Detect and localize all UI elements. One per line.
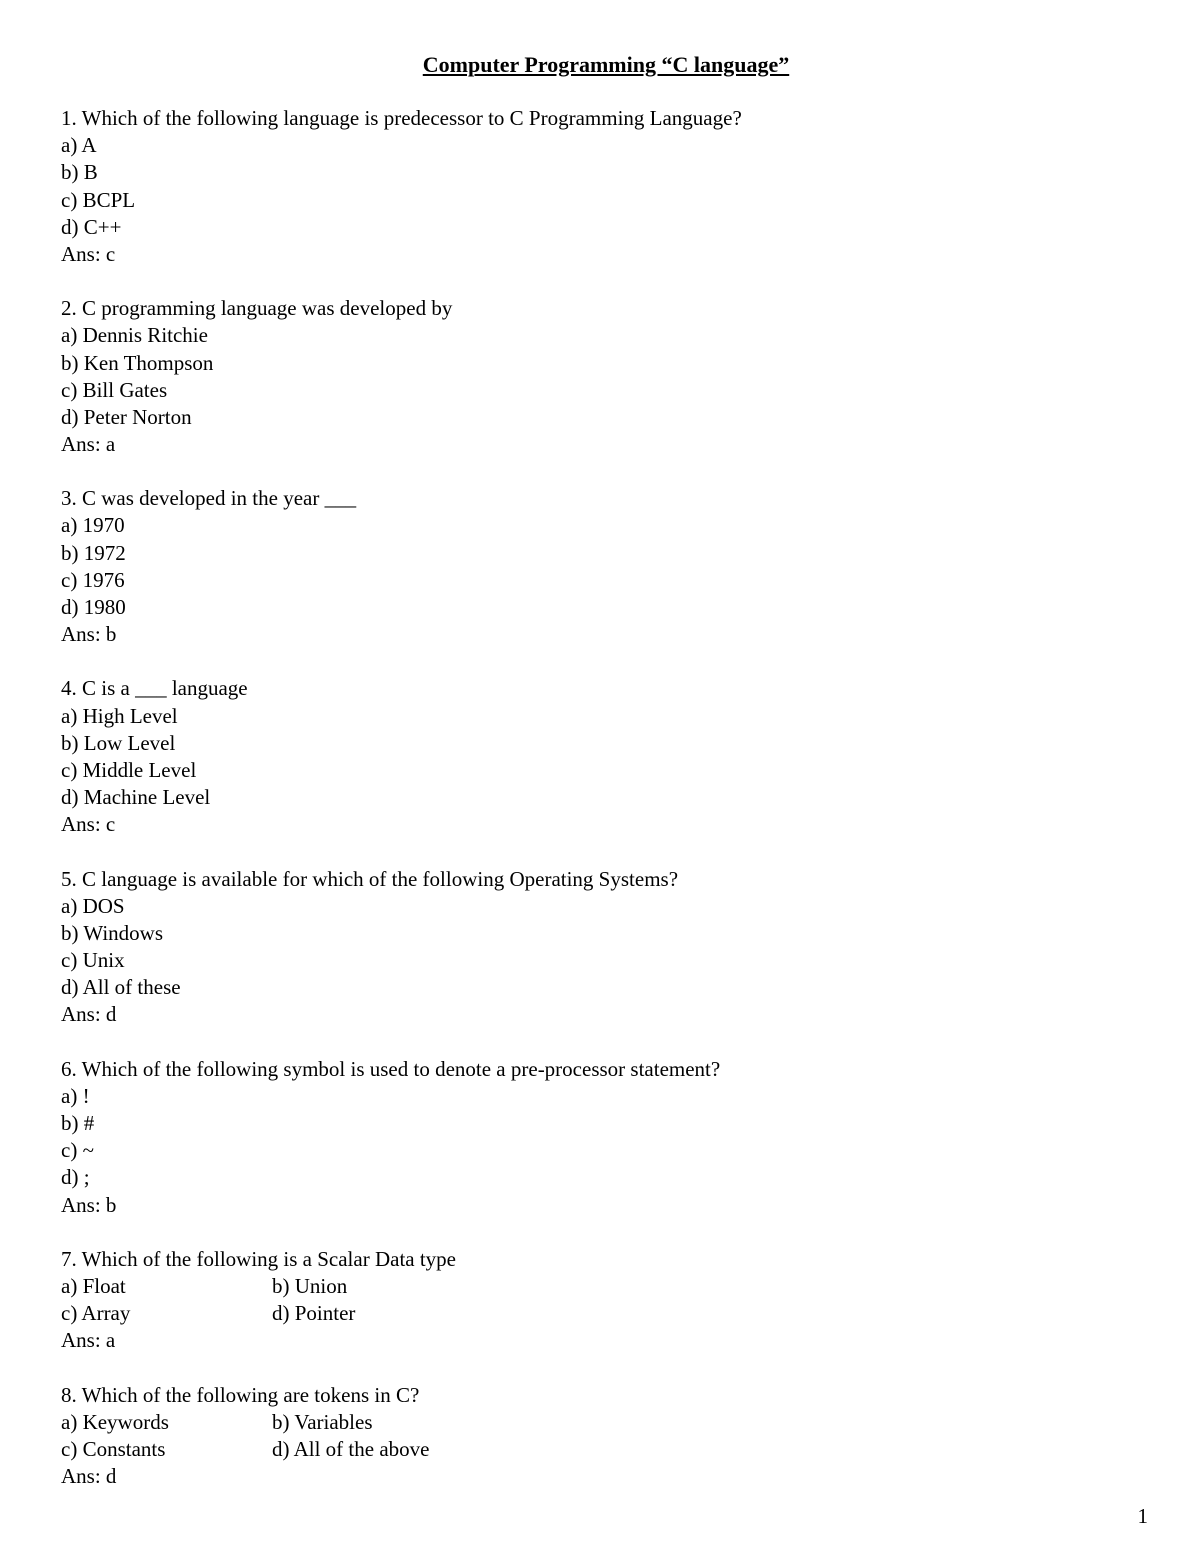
option-b: b) Ken Thompson (61, 350, 214, 375)
question-text: 3. C was developed in the year ___ (61, 486, 357, 511)
option-c: c) Bill Gates (61, 377, 168, 402)
option-d: d) C++ (61, 214, 122, 239)
option-c: c) Array (61, 1301, 131, 1326)
question-5 (61, 866, 1141, 1029)
answer: Ans: c (61, 812, 116, 837)
question-text: 4. C is a ___ language (61, 676, 248, 701)
question-text: 8. Which of the following are tokens in C? (61, 1382, 420, 1407)
option-row (61, 1409, 1141, 1436)
option-a: a) Float (61, 1273, 126, 1298)
option-b: b) Low Level (61, 730, 176, 755)
option-c: c) 1976 (61, 567, 125, 592)
answer: Ans: a (61, 1328, 116, 1353)
answer: Ans: b (61, 1192, 117, 1217)
question-text: 7. Which of the following is a Scalar Data type (61, 1246, 457, 1271)
question-3 (61, 485, 1141, 648)
question-2 (61, 295, 1141, 458)
answer: Ans: d (61, 1464, 117, 1489)
option-a: a) High Level (61, 703, 178, 728)
question-text: 2. C programming language was developed by (61, 296, 453, 321)
question-8 (61, 1382, 1141, 1491)
option-a: a) DOS (61, 893, 125, 918)
option-c: c) Middle Level (61, 757, 197, 782)
answer: Ans: a (61, 432, 116, 457)
option-a: a) ! (61, 1083, 90, 1108)
option-c: c) ~ (61, 1138, 94, 1163)
option-d: d) All of the above (272, 1436, 430, 1461)
question-6 (61, 1056, 1141, 1219)
question-text: 1. Which of the following language is predecessor to C Programming Language? (61, 106, 742, 130)
question-text: 5. C language is available for which of the following Operating Systems? (61, 866, 679, 891)
option-d: d) Peter Norton (61, 404, 192, 429)
option-b: b) B (61, 160, 98, 185)
option-d: d) ; (61, 1165, 90, 1190)
option-a: a) Keywords (61, 1409, 169, 1434)
option-a: a) 1970 (61, 513, 125, 538)
option-row (61, 1273, 1141, 1300)
option-b: b) Windows (61, 920, 164, 945)
option-d: d) Machine Level (61, 785, 211, 810)
option-c: c) Constants (61, 1436, 166, 1461)
option-b: b) 1972 (61, 540, 126, 565)
question-list (61, 105, 1141, 1517)
option-d: d) 1980 (61, 595, 126, 619)
option-a: a) Dennis Ritchie (61, 323, 208, 348)
option-b: b) Union (272, 1273, 348, 1298)
page-number: 1 (1137, 1504, 1148, 1528)
question-1 (61, 105, 1141, 268)
option-b: b) Variables (272, 1409, 373, 1434)
answer: Ans: b (61, 622, 117, 647)
option-c: c) Unix (61, 948, 125, 973)
option-d: d) Pointer (272, 1301, 356, 1326)
question-7 (61, 1246, 1141, 1355)
answer: Ans: d (61, 1002, 117, 1027)
option-c: c) BCPL (61, 187, 136, 212)
question-4 (61, 675, 1141, 838)
option-d: d) All of these (61, 975, 181, 1000)
question-text: 6. Which of the following symbol is used to denote a pre-processor statement? (61, 1056, 721, 1081)
option-a: a) A (61, 133, 97, 158)
option-row (61, 1436, 1141, 1463)
option-row (61, 1300, 1141, 1327)
option-b: b) # (61, 1111, 95, 1135)
page-title: Computer Programming “C language” (422, 52, 790, 77)
answer: Ans: c (61, 241, 116, 266)
